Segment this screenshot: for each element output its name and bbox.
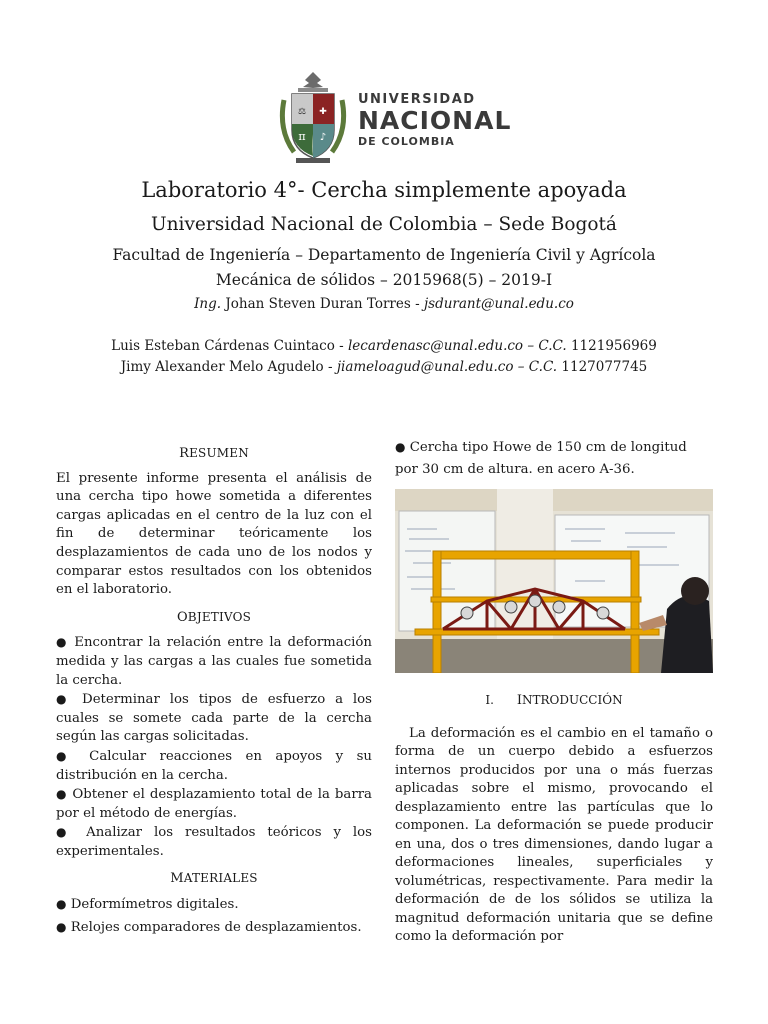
material-item: ● Relojes comparadores de desplazamientos.	[56, 919, 362, 935]
professor-email[interactable]: jsdurant@unal.edu.co	[423, 296, 574, 312]
university-logo	[276, 70, 512, 166]
bullet-icon: ●	[56, 825, 75, 840]
bullet-icon: ●	[56, 919, 67, 934]
author-id: 1127077745	[557, 359, 648, 375]
bullet-icon: ●	[56, 748, 76, 763]
author-line	[0, 338, 768, 354]
bullet-icon: ●	[395, 440, 406, 454]
university-shield-icon	[276, 70, 350, 166]
material-item: ● Cercha tipo Howe de 150 cm de longitud por 30 cm de altura. en acero A-36.	[395, 440, 687, 477]
objective-item: ● Encontrar la relación entre la deformación medida y las cargas a las cuales fue sometida la cercha.	[56, 635, 372, 688]
resumen-text: El presente informe presenta el análisis de una cercha tipo howe sometida a diferentes cargas aplicadas en el centro de la luz con el fin de determinar teóricamente los desplazamientos de cada uno de los nodos y comparar estos resultados con los obtenidos en el laboratorio.	[56, 470, 372, 598]
objective-item: ● Calcular reacciones en apoyos y su distribución en la cercha.	[56, 748, 372, 783]
professor-prefix: Ing.	[194, 296, 222, 312]
author-email[interactable]: lecardenasc@unal.edu.co – C.C.	[347, 338, 567, 354]
objective-item: ● Analizar los resultados teóricos y los experimentales.	[56, 825, 372, 859]
truss-photo-illustration	[395, 489, 713, 673]
paper-title: Laboratorio 4°- Cercha simplemente apoyada	[141, 178, 627, 202]
logo-line1: UNIVERSIDAD	[358, 92, 476, 107]
materiales-heading: MATERIALES	[170, 871, 258, 887]
bullet-icon: ●	[56, 787, 68, 802]
author-name: Jimy Alexander Melo Agudelo -	[120, 359, 337, 375]
author-line	[0, 359, 768, 375]
truss-photo	[395, 489, 713, 673]
author-name: Luis Esteban Cárdenas Cuintaco -	[111, 338, 348, 354]
resumen-heading: RESUMEN	[179, 446, 249, 461]
bullet-icon: ●	[56, 635, 69, 650]
department-line: Facultad de Ingeniería – Departamento de Ingeniería Civil y Agrícola	[112, 246, 656, 264]
author-id: 1121956969	[566, 338, 657, 354]
objetivos-heading: OBJETIVOS	[176, 609, 252, 625]
objective-item: ● Determinar los tipos de esfuerzo a los cuales se somete cada parte de la cercha según las cargas solicitadas.	[56, 692, 372, 745]
svg-text:π: π	[298, 130, 306, 143]
author-email[interactable]: jiameloagud@unal.edu.co – C.C.	[336, 359, 558, 375]
professor-name: Johan Steven Duran Torres -	[221, 296, 424, 312]
logo-line3: DE COLOMBIA	[358, 135, 455, 148]
paper-subtitle: Universidad Nacional de Colombia – Sede Bogotá	[151, 214, 617, 235]
objective-item: ● Obtener el desplazamiento total de la barra por el método de energías.	[56, 787, 372, 821]
professor-line	[0, 296, 768, 312]
svg-text:♪: ♪	[319, 132, 327, 143]
course-line: Mecánica de sólidos – 2015968(5) – 2019-I	[215, 271, 553, 289]
bullet-icon: ●	[56, 692, 73, 707]
introduccion-text: La deformación es el cambio en el tamaño o forma de un cuerpo debido a esfuerzos internos producidos por una o más fuerzas aplicadas sobre el mismo, provocando el desplazamiento entre las partículas que lo componen. La deformación se puede producir en una, dos o tres dimensiones, dando lugar a deformaciones lineales, superficiales y volumétricas, respectivamente. Para medir la deformación de de los sólidos se utiliza la magnitud deformación unitaria que se define como la deformación por	[395, 725, 713, 945]
material-item: ● Deformímetros digitales.	[56, 897, 239, 913]
logo-line2: NACIONAL	[358, 106, 512, 135]
svg-text:⚖: ⚖	[297, 107, 307, 117]
introduccion-heading: I. INTRODUCCIÓN	[485, 693, 623, 708]
left-column	[56, 444, 372, 937]
university-wordmark	[358, 92, 511, 149]
section-number: I.	[485, 693, 494, 707]
svg-text:✚: ✚	[319, 107, 327, 117]
right-column	[395, 436, 713, 947]
bullet-icon: ●	[56, 897, 67, 912]
